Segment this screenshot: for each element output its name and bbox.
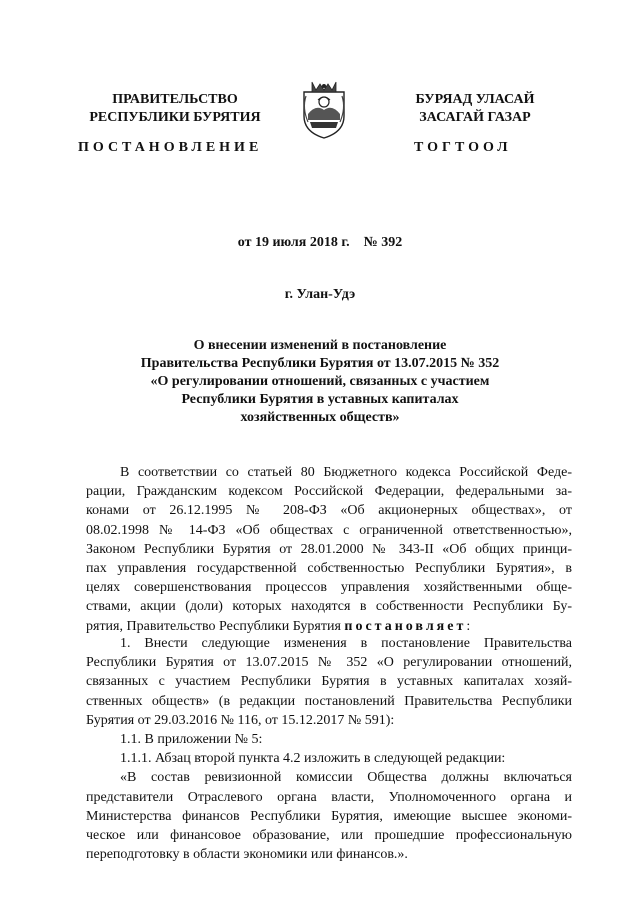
text-line: Республики Бурятия от 13.07.2015 № 352 «О регулировании отношений, xyxy=(86,655,572,671)
text-line: ческое или финансовое образование, или прошедшие профессиональную xyxy=(86,827,572,843)
doc-type-left: ПОСТАНОВЛЕНИЕ xyxy=(78,140,263,155)
text-line: представители Отраслевого органа власти, Уполномоченного органа и xyxy=(86,789,572,805)
header-left-line1: ПРАВИТЕЛЬСТВО xyxy=(112,92,238,107)
doc-number: № 392 xyxy=(363,235,403,250)
text-line: целях совершенствования процессов управления хозяйственными обще- xyxy=(86,580,572,596)
header-right-line2: ЗАСАГАЙ ГАЗАР xyxy=(419,110,531,125)
text-line: В соответствии со статьей 80 Бюджетного кодекса Российской Феде- xyxy=(120,465,572,480)
dateline xyxy=(0,235,640,251)
text-line: 08.02.1998 № 14-ФЗ «Об обществах с ограниченной ответственностью», xyxy=(86,522,572,538)
text-line: 1.1.1. Абзац второй пункта 4.2 изложить в следующей редакции: xyxy=(120,751,506,767)
title-line: Республики Бурятия в уставных капиталах xyxy=(181,392,459,407)
text-line: Министерства финансов Республики Бурятия, имеющие высшее экономи- xyxy=(86,808,572,824)
text-line: ственных обществ» (в редакции постановлений Правительства Республики xyxy=(86,693,572,709)
text-line: связанных с участием Республики Бурятия в уставных капиталах хозяй- xyxy=(86,674,572,690)
header-left-line2: РЕСПУБЛИКИ БУРЯТИЯ xyxy=(89,110,261,125)
text-line: ствами, акции (доли) которых находятся в собственности Республики Бу- xyxy=(86,599,572,615)
text-line: «В состав ревизионной комиссии Общества должны включаться xyxy=(120,770,572,786)
resolves-word: постановляет xyxy=(344,618,467,634)
preamble-last-suffix: : xyxy=(466,618,471,634)
city: г. Улан-Удэ xyxy=(284,287,356,302)
text-line: 1.1. В приложении № 5: xyxy=(120,731,263,747)
preamble-paragraph xyxy=(86,463,572,636)
text-line: Бурятия от 29.03.2016 № 116, от 15.12.2017 № 591): xyxy=(86,712,395,728)
title-line: хозяйственных обществ» xyxy=(240,410,400,425)
text-line: Законом Республики Бурятия от 28.01.2000 № 343-II «Об общих принци- xyxy=(86,541,572,557)
text-line: конами от 26.12.1995 № 208-ФЗ «Об акционерных обществах», от xyxy=(86,503,572,519)
header-right xyxy=(360,91,590,127)
text-line: пах управления государственной собственностью Республики Бурятия», в xyxy=(86,560,572,576)
text-line: рации, Гражданским кодексом Российской Федерации, федеральными за- xyxy=(86,484,572,500)
clause-paragraphs xyxy=(86,634,572,864)
title-line: О внесении изменений в постановление xyxy=(193,338,447,353)
coat-of-arms-emblem-icon xyxy=(298,78,350,140)
doc-title xyxy=(100,337,540,427)
doc-type-right: ТОГТООЛ xyxy=(414,140,512,155)
doc-date: от 19 июля 2018 г. xyxy=(237,235,350,250)
text-line: 1. Внести следующие изменения в постановление Правительства xyxy=(120,636,572,651)
preamble-last-prefix: рятия, Правительство Республики Бурятия xyxy=(86,618,345,634)
header-left xyxy=(60,91,290,127)
text-line: переподготовку в области экономики или финансов.». xyxy=(86,847,408,863)
header-right-line1: БУРЯАД УЛАСАЙ xyxy=(415,92,535,107)
title-line: Правительства Республики Бурятия от 13.07.2015 № 352 xyxy=(140,356,500,371)
text-line-last xyxy=(86,617,572,636)
title-line: «О регулировании отношений, связанных с участием xyxy=(150,374,490,389)
